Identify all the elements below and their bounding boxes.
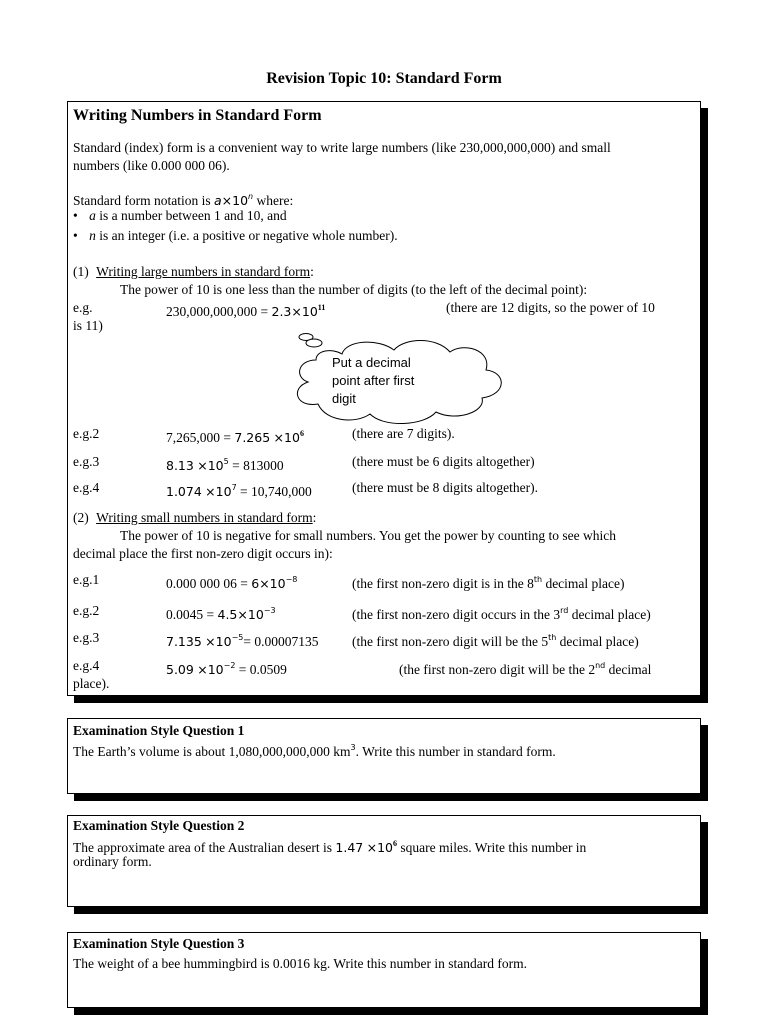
example-4-rhs: = 10,740,000 <box>240 484 312 499</box>
small-example-3-mantissa: 7.135 <box>166 634 202 649</box>
example-4-label: e.g.4 <box>73 480 100 495</box>
intro-line-2: numbers (like 0.000 000 06). <box>73 158 230 173</box>
question-2-text-main: The approximate area of the Australian desert is <box>73 840 333 855</box>
example-1-equation <box>166 299 325 320</box>
cloud-line-1: Put a decimal <box>332 355 411 370</box>
example-2-lhs: 7,265,000 = <box>166 430 231 445</box>
small-example-2-note-text: (the first non-zero digit occurs in the 3 <box>352 607 561 622</box>
bullet-a <box>73 207 287 224</box>
example-4-exponent: 7 <box>231 483 237 492</box>
bullet-icon: • <box>73 208 78 223</box>
section-1-title: Writing large numbers in standard form <box>96 264 311 279</box>
question-1-text-end: . Write this number in standard form. <box>355 744 556 759</box>
question-2-text-2: ordinary form. <box>73 854 152 869</box>
small-example-4-note-text: (the first non-zero digit will be the 2 <box>399 662 596 677</box>
small-example-3-note <box>352 629 639 650</box>
small-example-4-rhs: = 0.0509 <box>238 662 287 677</box>
example-2-exponent: 6 <box>299 429 304 438</box>
section-1-rule: The power of 10 is one less than the number of digits (to the left of the decimal point): <box>120 282 588 297</box>
bullet-n-var: n <box>89 228 96 243</box>
notation-line <box>73 188 293 209</box>
cloud-line-3: digit <box>332 391 356 406</box>
example-1-label: e.g. <box>73 300 93 315</box>
small-example-4-note <box>399 657 651 678</box>
small-example-3-note-end: decimal place) <box>556 634 639 649</box>
example-4-equation <box>166 479 312 500</box>
small-example-3-label: e.g.3 <box>73 630 100 645</box>
bullet-a-var: a <box>89 208 96 223</box>
question-3-text: The weight of a bee hummingbird is 0.0016 kg. Write this number in standard form. <box>73 956 527 971</box>
example-2-note: (there are 7 digits). <box>352 426 455 441</box>
small-example-3-times10: ×10 <box>205 634 232 649</box>
small-example-2-ordinal: rd <box>560 606 569 615</box>
small-example-3-note-text: (the first non-zero digit will be the 5 <box>352 634 549 649</box>
small-example-1-equation <box>166 571 297 592</box>
question-2-heading: Examination Style Question 2 <box>73 818 245 833</box>
small-example-1-label: e.g.1 <box>73 572 100 587</box>
example-1-exponent: 11 <box>317 303 326 312</box>
example-4-times10: ×10 <box>205 484 232 499</box>
small-example-1-note-text: (the first non-zero digit is in the 8 <box>352 576 534 591</box>
example-3-exponent: 5 <box>223 457 229 466</box>
page-title: Revision Topic 10: Standard Form <box>266 70 502 87</box>
example-3-label: e.g.3 <box>73 454 100 469</box>
small-example-1-note-end: decimal place) <box>542 576 625 591</box>
example-3-equation <box>166 453 284 474</box>
example-4-mantissa: 1.074 <box>166 484 202 499</box>
notation-a: a <box>213 193 222 208</box>
small-example-4-mantissa: 5.09 <box>166 662 194 677</box>
bullet-a-text: is a number between 1 and 10, and <box>95 208 287 223</box>
small-example-2-equation <box>166 602 276 623</box>
bullet-n <box>73 227 398 244</box>
example-2-label: e.g.2 <box>73 426 100 441</box>
notation-prefix: Standard form notation is <box>73 193 211 208</box>
section-2-heading <box>73 509 316 526</box>
small-example-1-lhs: 0.000 000 06 = <box>166 576 248 591</box>
intro-line-1: Standard (index) form is a convenient way to write large numbers (like 230,000,000,000) and small <box>73 140 611 155</box>
small-example-2-note <box>352 602 651 623</box>
section-2-number: (2) <box>73 510 89 525</box>
small-example-2-mantissa: 4.5 <box>217 607 238 622</box>
section-1-number: (1) <box>73 264 89 279</box>
example-2-equation <box>166 425 304 446</box>
bullet-icon: • <box>73 228 78 243</box>
cloud-text <box>332 354 414 408</box>
question-1-cubed: 3 <box>350 743 356 752</box>
small-example-2-times10: ×10 <box>237 607 264 622</box>
small-example-4-times10: ×10 <box>197 662 224 677</box>
section-1-colon: : <box>310 264 314 279</box>
small-example-4-equation <box>166 657 287 678</box>
small-example-2-lhs: 0.0045 = <box>166 607 215 622</box>
section-2-title: Writing small numbers in standard form <box>96 510 313 525</box>
example-3-note: (there must be 6 digits altogether) <box>352 454 535 469</box>
small-example-1-times10: ×10 <box>259 576 286 591</box>
section-2-rule-2: decimal place the first non-zero digit occurs in): <box>73 546 333 561</box>
question-1-text-main: The Earth’s volume is about 1,080,000,000,000 km <box>73 744 351 759</box>
small-example-1-ordinal: th <box>533 575 543 584</box>
small-example-4-ordinal: nd <box>595 661 606 670</box>
small-example-3-rhs: = 0.00007135 <box>243 634 319 649</box>
cloud-line-2: point after first <box>332 373 415 388</box>
notation-n: n <box>248 192 254 201</box>
small-example-2-note-end: decimal place) <box>568 607 651 622</box>
question-2-text-end: square miles. Write this number in <box>400 840 587 855</box>
notation-times10: ×10 <box>221 193 249 208</box>
question-3-heading: Examination Style Question 3 <box>73 936 245 951</box>
question-2-times10: ×10 <box>366 840 394 855</box>
section-heading: Writing Numbers in Standard Form <box>73 107 322 124</box>
small-example-4-note-end: decimal <box>605 662 652 677</box>
section-2-colon: : <box>312 510 317 525</box>
small-example-4-note-cont: place). <box>73 676 110 691</box>
small-example-4-label: e.g.4 <box>73 658 100 673</box>
notation-suffix: where: <box>256 193 294 208</box>
small-example-4-exponent: −2 <box>223 661 236 670</box>
question-2-mantissa: 1.47 <box>335 840 364 855</box>
example-1-lhs: 230,000,000,000 = <box>166 304 269 319</box>
example-1-mantissa: 2.3 <box>271 304 292 319</box>
small-example-3-ordinal: th <box>548 633 557 642</box>
question-2-exponent: 6 <box>393 839 398 848</box>
small-example-1-exponent: −8 <box>285 575 298 584</box>
question-1-heading: Examination Style Question 1 <box>73 723 245 738</box>
small-example-3-equation <box>166 629 318 650</box>
small-example-1-mantissa: 6 <box>251 576 260 591</box>
small-example-2-label: e.g.2 <box>73 603 100 618</box>
example-1-note-cont: is 11) <box>73 318 103 333</box>
example-1-note: (there are 12 digits, so the power of 10 <box>446 300 655 315</box>
small-example-1-note <box>352 571 625 592</box>
section-1-heading <box>73 263 314 280</box>
example-3-times10: ×10 <box>197 458 224 473</box>
question-1-text <box>73 739 556 760</box>
bullet-n-text: is an integer (i.e. a positive or negative whole number). <box>95 228 398 243</box>
example-4-note: (there must be 8 digits altogether). <box>352 480 538 495</box>
example-3-mantissa: 8.13 <box>166 458 194 473</box>
example-2-times10: ×10 <box>273 430 300 445</box>
small-example-3-exponent: −5 <box>231 633 244 642</box>
example-3-rhs: = 813000 <box>232 458 284 473</box>
example-1-times10: ×10 <box>291 304 318 319</box>
example-2-mantissa: 7.265 <box>234 430 271 445</box>
section-2-rule-1: The power of 10 is negative for small numbers. You get the power by counting to see which <box>120 528 617 543</box>
small-example-2-exponent: −3 <box>263 606 276 615</box>
